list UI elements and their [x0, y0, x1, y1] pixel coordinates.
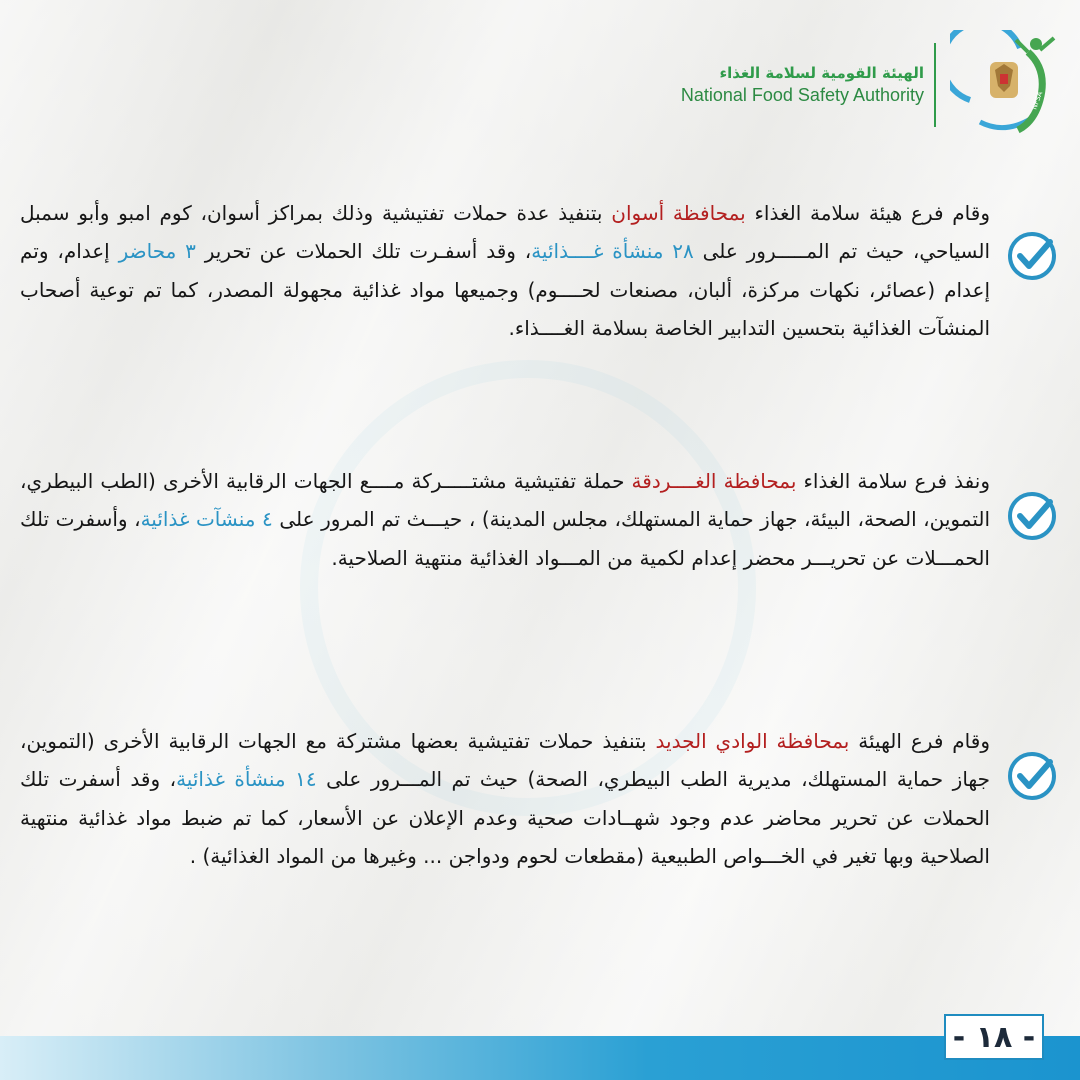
page-number: - ١٨ -	[944, 1014, 1044, 1060]
governorate-highlight: بمحافظة الوادي الجديد	[655, 729, 850, 753]
governorate-highlight: بمحافظة الغــــردقة	[631, 469, 797, 493]
text-segment: بتنفيذ حملات تفتيشية بعضها مشتركة مع الجهات الرقابية الأخرى (التموين، جهاز حماية المستهلك، مديرية الطب البيطري، الصحة) حيث تم المـــرور على	[20, 729, 990, 792]
text-segment: ونفذ فرع سلامة الغذاء	[796, 469, 991, 493]
count-highlight: ٣ محاضر	[118, 239, 196, 264]
text-segment: وقام فرع الهيئة	[849, 729, 990, 753]
org-logo	[681, 30, 1060, 140]
paragraph-aswan	[20, 194, 990, 347]
text-segment: ، وقد أسفـرت تلك الحملات عن تحرير	[195, 239, 532, 264]
count-highlight: ١٤ منشأة غذائية	[176, 767, 317, 792]
logo-divider	[934, 43, 936, 127]
text-segment: بتنفيذ عدة حملات تفتيشية وذلك بمراكز أسوان، كوم امبو وأبو سمبل السياحي، حيث تم المـــــرور على	[20, 201, 990, 264]
text-segment: إعدام، وتم إعدام (عصائر، نكهات مركزة، ألبان، مصنعات لحــــوم) وجميعها مواد غذائية مجهولة المصدر، كما تم توعية أصحاب المنشآت الغذائية بتحسين التدابير الخاصة بسلامة الغــــذاء.	[20, 239, 990, 340]
governorate-highlight: بمحافظة أسوان	[611, 201, 746, 225]
text-segment: ، وقد أسفرت تلك الحملات عن تحرير محاضر عدم وجود شهــادات صحية وعدم الإعلان عن الأسعار، كما تم ضبط مواد غذائية منتهية الصلاحية وبها تغير في الخـــواص الطبيعية (مقطعات لحوم ودواجن ... وغيرها من المواد الغذائية) .	[20, 767, 990, 868]
count-highlight: ٤ منشآت غذائية	[140, 507, 273, 532]
org-name-arabic: الهيئة القومية لسلامة الغذاء	[719, 64, 924, 82]
checkmark-icon	[1006, 230, 1058, 282]
text-segment: وقام فرع هيئة سلامة الغذاء	[745, 201, 990, 225]
emblem-label: NFSA	[1030, 90, 1045, 111]
checkmark-icon	[1006, 490, 1058, 542]
paragraph-hurghada	[20, 462, 990, 577]
footer-bar	[0, 1036, 1080, 1080]
org-name-english: National Food Safety Authority	[680, 85, 924, 105]
paragraph-new-valley	[20, 722, 990, 875]
text-segment: حملة تفتيشية مشتـــــركة مــــع الجهات الرقابية الأخرى (الطب البيطري، التموين، الصحة، البيئة، جهاز حماية المستهلك، مجلس المدينة) ، حيـــث تم المرور على	[20, 469, 991, 532]
nfsa-emblem-icon	[950, 30, 1060, 140]
count-highlight: ٢٨ منشأة غــــذائية	[531, 239, 694, 264]
logo-text	[681, 63, 924, 107]
checkmark-icon	[1006, 750, 1058, 802]
text-segment: ، وأسفرت تلك الحمـــلات عن تحريـــر محضر إعدام لكمية من المـــواد الغذائية منتهية الصلاحية.	[20, 507, 990, 570]
